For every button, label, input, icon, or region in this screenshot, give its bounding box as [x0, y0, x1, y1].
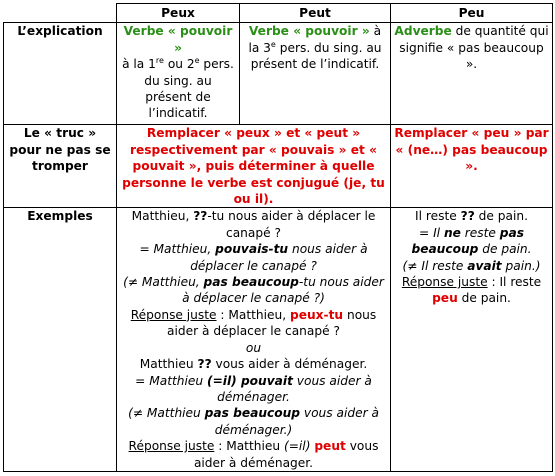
example-peu-negation: = Il ne reste pas beaucoup de pain. [411, 225, 532, 257]
corner-cell [4, 4, 117, 23]
cell-explication-peux: Verbe « pouvoir » à la 1re ou 2e pers. du sing. au présent de l’indicatif. [117, 23, 240, 125]
row-exemples [4, 208, 553, 472]
row-explication [4, 23, 553, 125]
example-2-negation: (≠ Matthieu pas beaucoup vous aider à déménager.) [128, 406, 379, 437]
cell-exemples-peux-peut [117, 208, 391, 472]
col-header-peux: Peux [117, 4, 240, 23]
col-header-peu: Peu [391, 4, 553, 23]
answer-2: Réponse juste : Matthieu (=il) peut vous aider à déménager. [128, 439, 379, 470]
cell-explication-peut: Verbe « pouvoir » à la 3e pers. du sing. au présent de l’indicatif. [240, 23, 391, 125]
answer-1: Réponse juste : Matthieu, peux-tu nous aider à déplacer le canapé ? [130, 307, 377, 339]
header-row [4, 4, 553, 23]
ou-separator: ou [245, 340, 262, 355]
example-peu: Il reste ?? de pain. [415, 209, 528, 224]
example-1: Matthieu, ??-tu nous aider à déplacer le canapé ? [131, 209, 376, 240]
adverbe-label: Adverbe [394, 24, 452, 39]
verb-pouvoir-label: Verbe « pouvoir » [248, 24, 370, 39]
example-peu-wrong: (≠ Il reste avait pain.) [402, 258, 541, 273]
example-1-imparfait: = Matthieu, pouvais-tu nous aider à déplacer le canapé ? [139, 242, 368, 273]
peux-peut-peu-table [3, 3, 553, 472]
answer-peu: Réponse juste : Il reste peu de pain. [401, 275, 542, 306]
col-header-peut: Peut [240, 4, 391, 23]
cell-truc-peux-peut: Remplacer « peux » et « peut » respectivement par « pouvais » et « pouvait », puis déterminer à quelle personne le verbe est conjugué (je, tu ou il). [117, 125, 391, 208]
row-label-explication: L’explication [4, 23, 117, 125]
cell-exemples-peu [391, 208, 553, 472]
example-1-negation: (≠ Matthieu, pas beaucoup-tu nous aider à déplacer le canapé ?) [123, 275, 384, 306]
row-truc [4, 125, 553, 208]
cell-truc-peu: Remplacer « peu » par « (ne…) pas beaucoup ». [391, 125, 553, 208]
verb-pouvoir-label: Verbe « pouvoir » [123, 24, 233, 55]
example-2: Matthieu ?? vous aider à déménager. [139, 357, 368, 372]
example-2-imparfait: = Matthieu (=il) pouvait vous aider à déménager. [135, 373, 372, 404]
row-label-exemples: Exemples [4, 208, 117, 472]
cell-explication-peu: Adverbe de quantité qui signifie « pas beaucoup ». [391, 23, 553, 125]
row-label-truc: Le « truc » pour ne pas se tromper [4, 125, 117, 208]
